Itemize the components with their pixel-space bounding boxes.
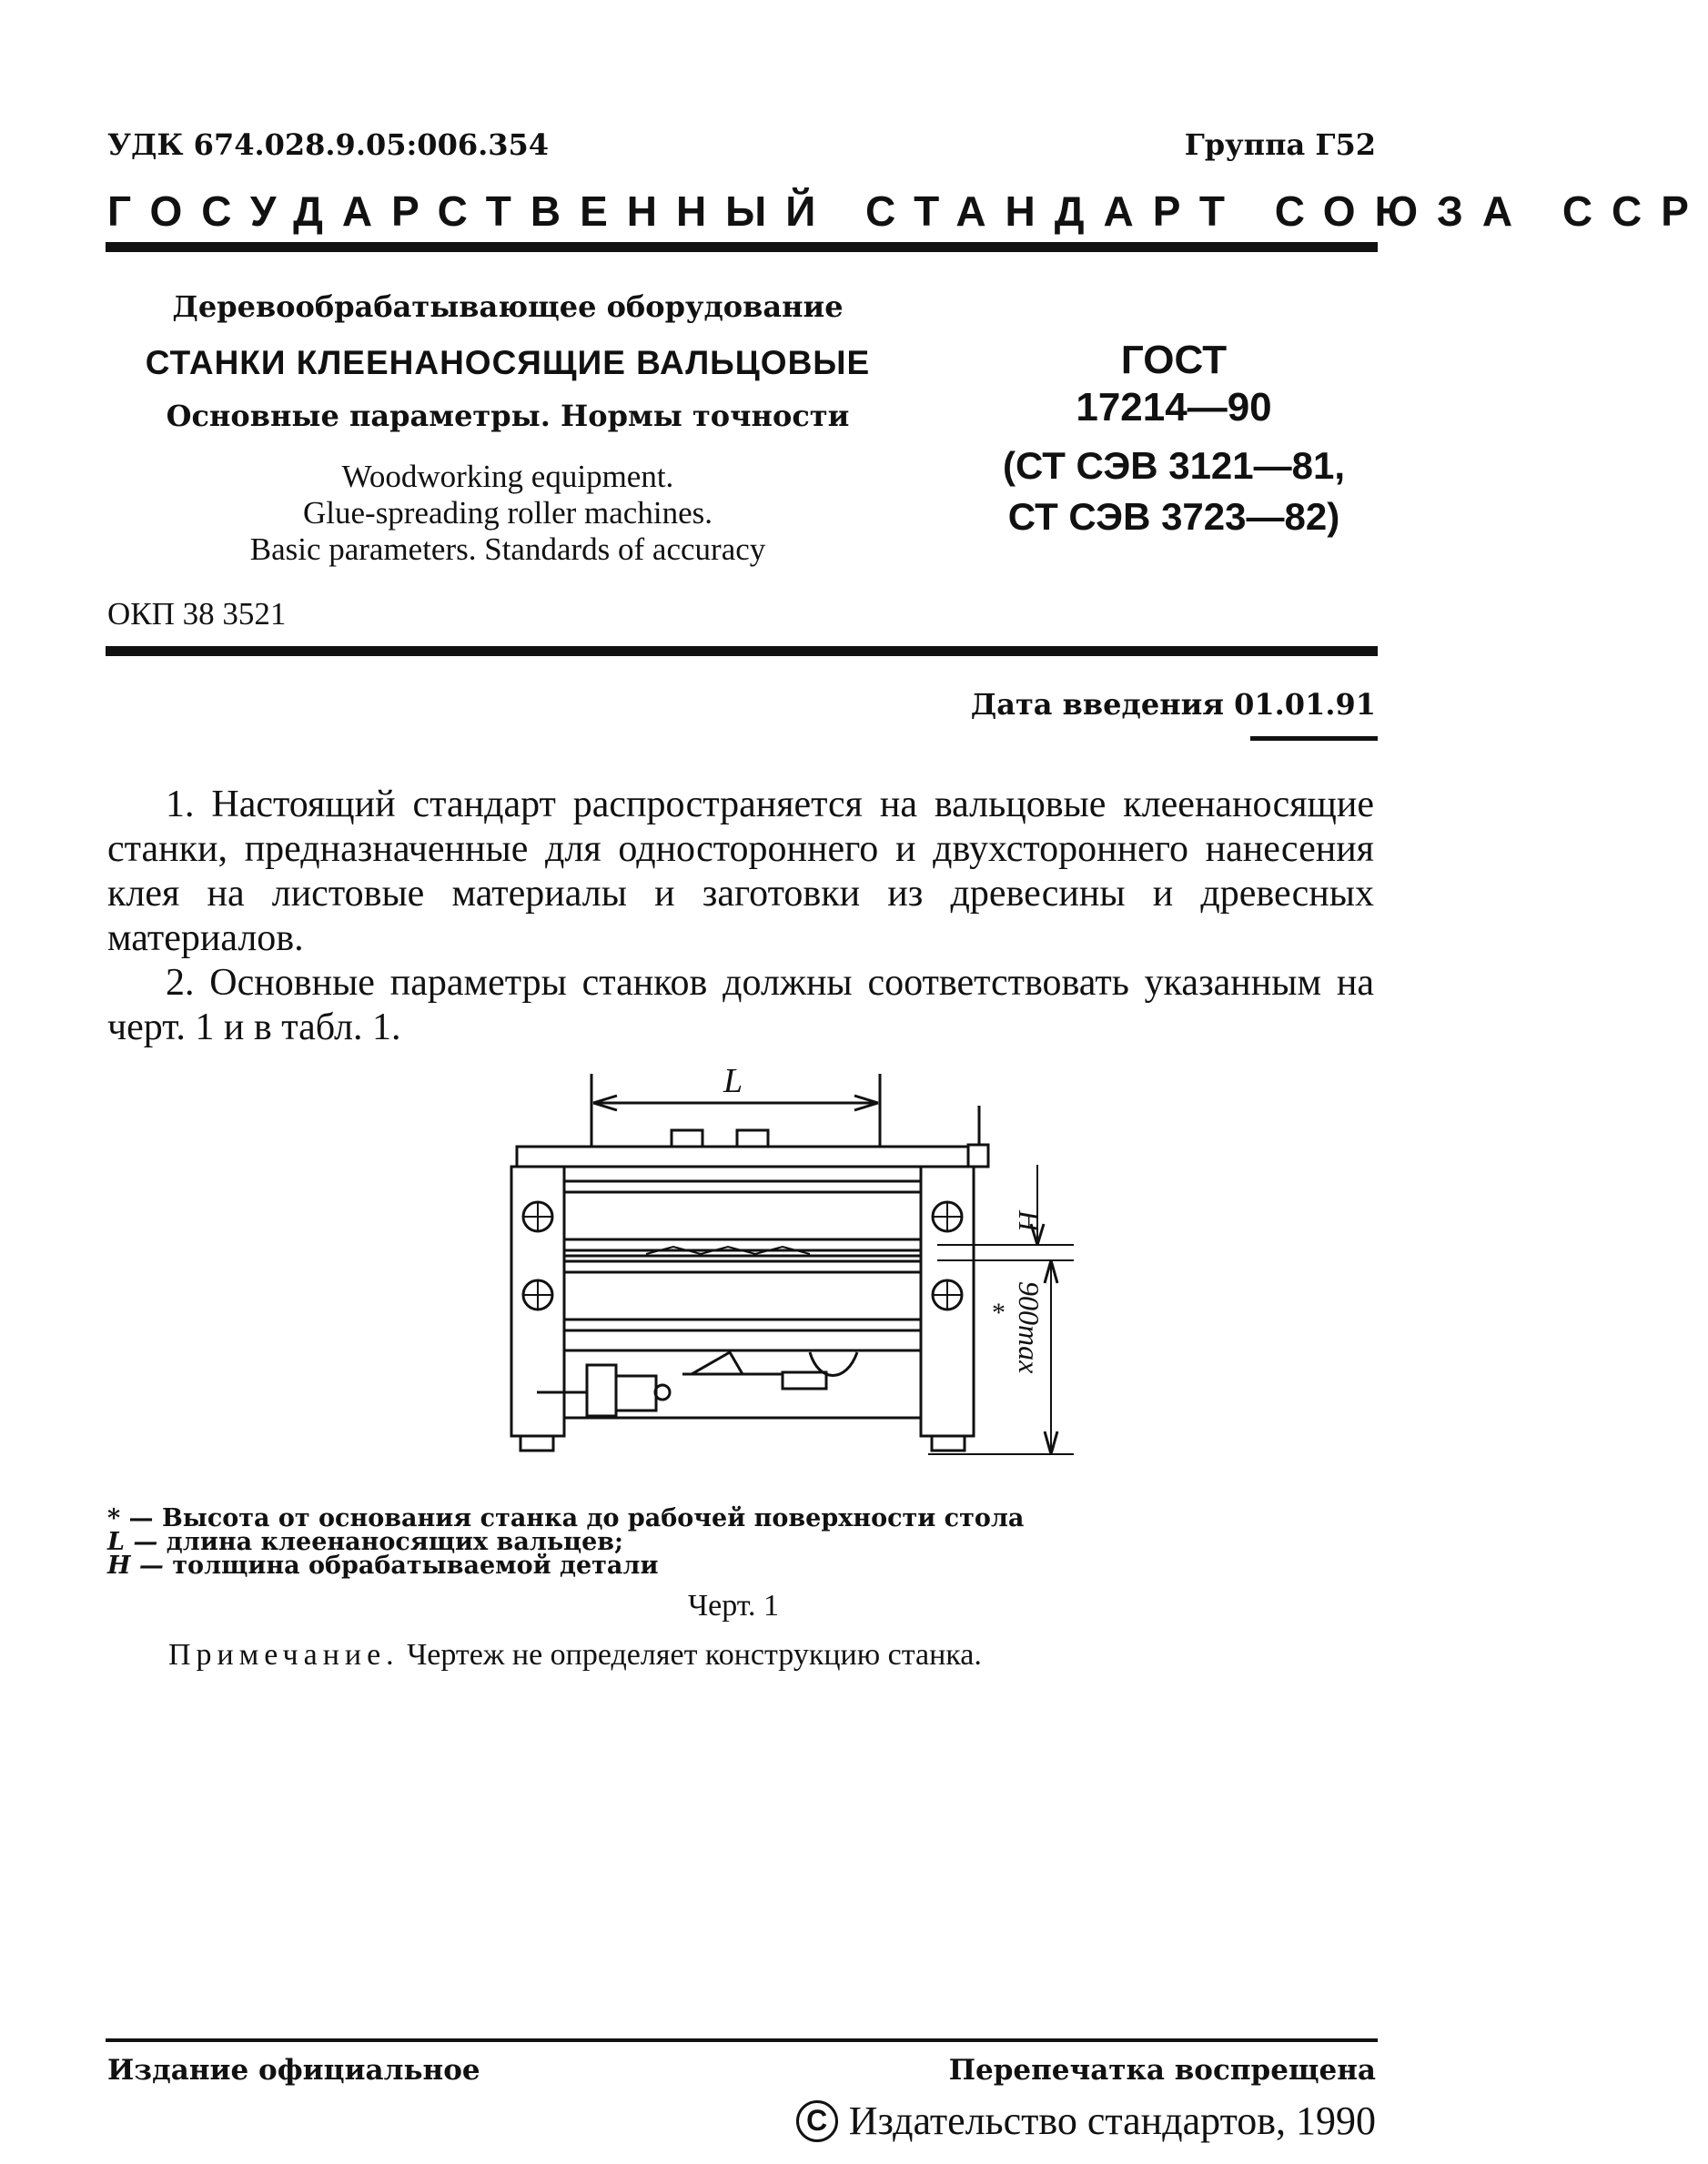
reprint-prohibited: Перепечатка воспрещена [948,2054,1376,2087]
english-title-line: Basic parameters. Standards of accuracy [249,531,766,567]
legend-text: Высота от основания станка до рабочей поверхности стола [161,1504,1025,1532]
official-edition: Издание официальное [107,2054,480,2087]
gost-label: ГОСТ [1120,338,1228,382]
sev-reference: СТ СЭВ 3723—82) [1007,495,1340,538]
machine-drawing-svg [510,1062,1074,1456]
legend-text: длина клеенаносящих вальцев; [166,1528,624,1556]
copyright-line [796,2098,1376,2144]
bottom-rule [106,2038,1378,2042]
label-length: L [723,1062,743,1100]
document-subtitle: Основные параметры. Нормы точности [166,399,850,433]
legend-key: H — [107,1552,164,1580]
copyright-text: Издательство стандартов, 1990 [848,2098,1376,2143]
sev-reference: (СТ СЭВ 3121—81, [1002,444,1346,487]
label-thickness: H [1013,1210,1046,1232]
drawing-note [168,1638,982,1673]
english-title-line: Woodworking equipment. [341,459,674,494]
label-height: 900max [1013,1281,1046,1374]
date-underline [1250,736,1378,741]
introduction-date: Дата введения 01.01.91 [970,687,1376,722]
legend-key: L — [107,1528,158,1556]
document-title: СТАНКИ КЛЕЕНАНОСЯЩИЕ ВАЛЬЦОВЫЕ [145,344,871,381]
paragraph-1: 1. Настоящий стандарт распространяется на вальцовые клеенаносящие станки, предназначенные для одностороннего и двухстороннего нанесения клея на листовые материалы и заготовки из древесины и древесных материалов. [107,784,1374,959]
copyright-icon: C [796,2100,838,2142]
title-block [107,289,908,568]
legend-row [107,1554,1024,1578]
middle-rule [106,646,1378,656]
state-standard-heading: ГОСУДАРСТВЕННЫЙ СТАНДАРТ СОЮЗА ССР [107,187,1708,235]
subject-line: Деревообрабатывающее оборудование [172,289,844,324]
group-code: Группа Г52 [1184,127,1376,162]
figure-legend [107,1504,1025,1580]
udk-code: УДК 674.028.9.05:006.354 [107,127,550,162]
note-label: Примечание. [168,1638,399,1672]
body-text [107,783,1374,1050]
note-text: Чертеж не определяет конструкцию станка. [407,1638,982,1672]
top-rule [106,242,1378,252]
machine-drawing [510,1062,1074,1456]
figure-caption: Черт. 1 [688,1589,780,1623]
english-title-line: Glue-spreading roller machines. [303,495,713,531]
gost-block [974,337,1374,542]
legend-text: толщина обрабатываемой детали [172,1552,659,1580]
okp-code: ОКП 38 3521 [107,596,287,632]
asterisk-mark: * [992,1298,1006,1328]
legend-key: * — [107,1504,154,1532]
paragraph-2: 2. Основные параметры станков должны соответствовать указанным на черт. 1 и в табл. 1. [107,962,1374,1048]
gost-number: 17214—90 [1076,385,1272,430]
